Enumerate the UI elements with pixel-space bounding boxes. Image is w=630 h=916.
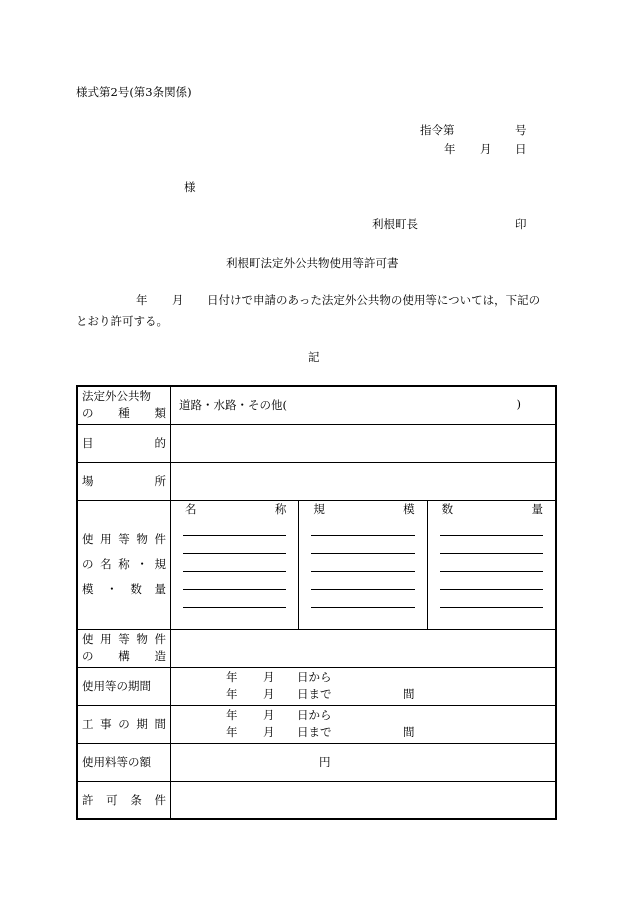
work-period-value[interactable]: 年 月 日から 年 月 日まで 間 [171, 705, 557, 743]
ki-heading: 記 [308, 350, 320, 364]
label-purpose: 目 的 [77, 424, 171, 462]
entry-line[interactable] [440, 571, 543, 572]
row-public-type [77, 386, 556, 424]
entry-line[interactable] [311, 535, 414, 536]
label-conditions: 許 可 条 件 [77, 781, 171, 819]
date-day: 日 [515, 142, 527, 156]
entry-line[interactable] [311, 607, 414, 608]
seal-mark: 印 [515, 217, 527, 231]
row-fee [77, 743, 556, 781]
issuer-name: 利根町長 [372, 217, 418, 231]
label-fee: 使用料等の額 [77, 743, 171, 781]
label-items-line1: 使 用 等 物 件 [82, 532, 166, 546]
date-year: 年 [444, 142, 456, 156]
entry-line[interactable] [183, 571, 286, 572]
items-col-quantity: 数 量 [428, 501, 555, 629]
public-type-value[interactable]: 道路・水路・その他( ) [171, 386, 557, 424]
date-month: 月 [480, 142, 492, 156]
label-items [77, 500, 171, 629]
label-structure: 使 用 等 物 件 の 構 造 [77, 629, 171, 667]
row-structure [77, 629, 556, 667]
label-public-type-line2: の 種 類 [82, 406, 166, 421]
label-items-line3: 模 ・ 数 量 [82, 582, 166, 596]
items-col-name: 名 称 [171, 501, 299, 629]
entry-line[interactable] [440, 607, 543, 608]
row-purpose [77, 424, 556, 462]
entry-line[interactable] [311, 553, 414, 554]
label-use-period: 使用等の期間 [77, 667, 171, 705]
structure-value[interactable] [171, 629, 557, 667]
label-public-type [77, 386, 171, 424]
entry-line[interactable] [440, 553, 543, 554]
label-place: 場 所 [77, 462, 171, 500]
conditions-value[interactable] [171, 781, 557, 819]
row-items [77, 500, 556, 629]
entry-line[interactable] [183, 535, 286, 536]
items-col-scale: 規 模 [299, 501, 427, 629]
body-text-line2: とおり許可する。 [76, 314, 168, 328]
body-text-line1: 日付けで申請のあった法定外公共物の使用等については，下記の [207, 293, 541, 307]
row-use-period [77, 667, 556, 705]
form-number: 様式第2号(第3条関係) [76, 85, 192, 99]
purpose-value[interactable] [171, 424, 557, 462]
document-title: 利根町法定外公共物使用等許可書 [226, 256, 399, 270]
entry-line[interactable] [440, 589, 543, 590]
items-grid [171, 500, 557, 629]
body-year: 年 [136, 293, 148, 307]
entry-line[interactable] [183, 607, 286, 608]
place-value[interactable] [171, 462, 557, 500]
row-place [77, 462, 556, 500]
label-work-period: 工 事 の 期 間 [77, 705, 171, 743]
entry-line[interactable] [311, 571, 414, 572]
entry-line[interactable] [311, 589, 414, 590]
entry-line[interactable] [440, 535, 543, 536]
permit-table [76, 385, 557, 820]
entry-line[interactable] [183, 553, 286, 554]
use-period-value[interactable]: 年 月 日から 年 月 日まで 間 [171, 667, 557, 705]
row-work-period [77, 705, 556, 743]
directive-ref-suffix: 号 [515, 123, 527, 137]
fee-value[interactable]: 円 [171, 743, 557, 781]
body-month: 月 [172, 293, 184, 307]
row-conditions [77, 781, 556, 819]
label-items-line2: の 名 称 ・ 規 [82, 557, 166, 571]
directive-ref-prefix: 指令第 [420, 123, 455, 137]
entry-line[interactable] [183, 589, 286, 590]
label-public-type-line1: 法定外公共物 [82, 389, 151, 404]
addressee-suffix: 様 [184, 180, 196, 194]
